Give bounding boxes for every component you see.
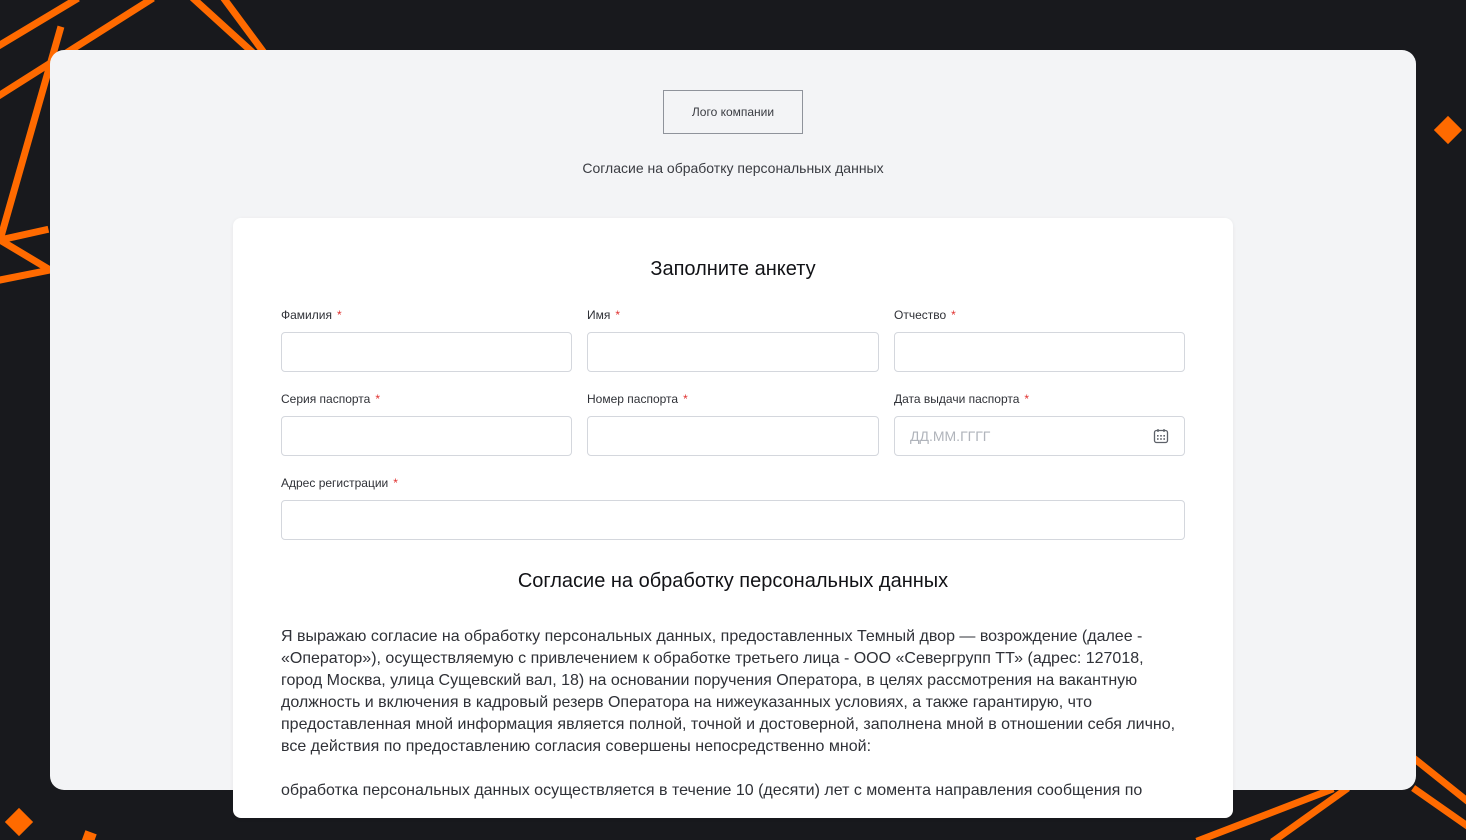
required-mark: * <box>336 308 342 322</box>
calendar-icon[interactable] <box>1153 428 1169 444</box>
logo-label: Лого компании <box>691 105 775 119</box>
field-last-name <box>281 308 572 372</box>
field-first-name <box>587 308 879 372</box>
passport-series-input[interactable] <box>281 416 572 456</box>
address-input[interactable] <box>281 500 1185 540</box>
patronymic-input[interactable] <box>894 332 1185 372</box>
required-mark: * <box>1024 392 1030 406</box>
required-mark: * <box>615 308 621 322</box>
last-name-input[interactable] <box>281 332 572 372</box>
passport-date-input[interactable] <box>894 416 1185 456</box>
page-subtitle: Согласие на обработку персональных данных <box>582 160 884 176</box>
consent-title: Согласие на обработку персональных данных <box>517 570 949 592</box>
last-name-label: Фамилия * <box>281 308 342 322</box>
first-name-label: Имя * <box>587 308 621 322</box>
form-title: Заполните анкету <box>650 258 816 280</box>
address-label: Адрес регистрации * <box>281 476 398 490</box>
consent-paragraph: обработка персональных данных осуществляется в течение 10 (десяти) лет с момента направления сообщения по <box>281 782 1143 799</box>
passport-date-label: Дата выдачи паспорта * <box>894 392 1030 406</box>
consent-text <box>281 626 1185 802</box>
passport-series-label: Серия паспорта * <box>281 392 381 406</box>
field-address <box>281 476 1185 540</box>
company-logo-placeholder <box>663 90 803 134</box>
field-passport-number <box>587 392 879 456</box>
field-patronymic <box>894 308 1185 372</box>
first-name-input[interactable] <box>587 332 879 372</box>
required-mark: * <box>951 308 956 322</box>
patronymic-label: Отчество * <box>894 308 956 322</box>
passport-date-wrapper <box>894 416 1185 456</box>
field-passport-date <box>894 392 1185 456</box>
consent-paragraph: Я выражаю согласие на обработку персональных данных, предоставленных Темный двор — возрождение (далее - «Оператор»), осуществляемую с привлечением к обработке третьего лица - ООО «Севергрупп ТТ» (адрес: 127018, город Москва, улица Сущевский вал, 18) на основании поручения Оператора, в целях рассмотрения на вакантную должность и включения в кадровый резерв Оператора на нижеуказанных условиях, а также гарантирую, что предоставленная мной информация является полной, точной и достоверной, заполнена мной в отношении себя лично, все действия по предоставлению согласия совершены непосредственно мной: <box>281 628 1176 755</box>
form-card <box>233 218 1233 818</box>
required-mark: * <box>393 476 398 490</box>
passport-number-label: Номер паспорта * <box>587 392 688 406</box>
required-mark: * <box>375 392 381 406</box>
passport-number-input[interactable] <box>587 416 879 456</box>
required-mark: * <box>683 392 688 406</box>
page-window <box>50 50 1416 799</box>
field-passport-series <box>281 392 572 456</box>
